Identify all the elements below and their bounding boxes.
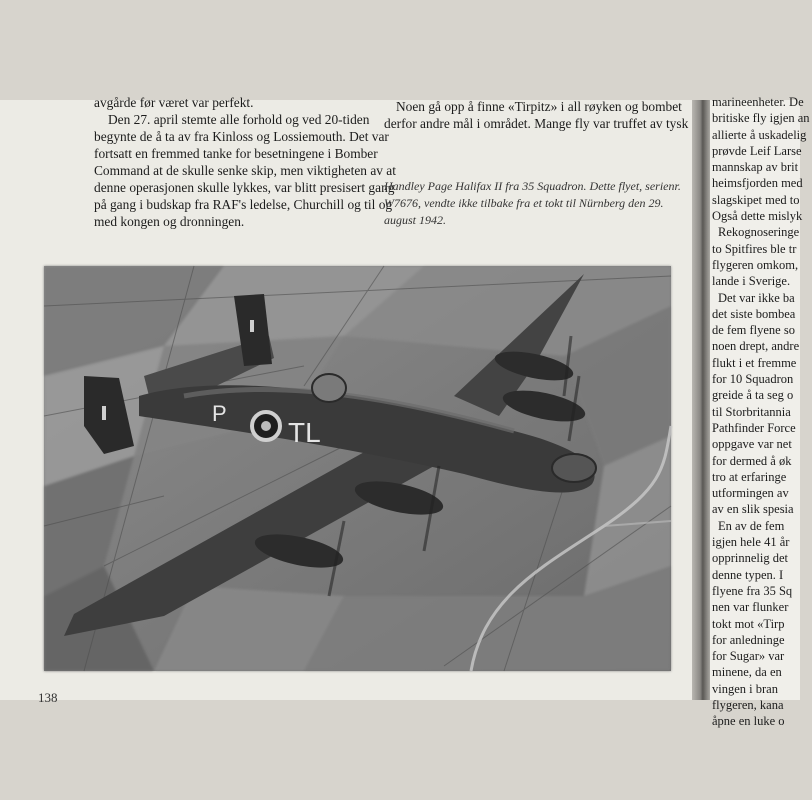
text-line: flygeren, kana: [712, 697, 784, 712]
text-line: Noen gå opp å finne «Tirpitz» i all røyken og bombet: [396, 99, 682, 114]
text-line: greide å ta seg o: [712, 388, 794, 403]
text-line: med kongen og dronningen.: [94, 214, 245, 229]
text-line: Også dette mislyk: [712, 209, 803, 224]
text-line: britiske fly igjen an: [712, 111, 810, 126]
text-line: Den 27. april stemte alle forhold og ved 20-tiden: [108, 112, 370, 127]
text-line: En av de fem: [718, 518, 785, 533]
text-line: begynte de å ta av fra Kinloss og Lossiemouth. Det var: [94, 129, 389, 144]
text-line: slagskipet med to: [712, 192, 800, 207]
text-line: igjen hele 41 år: [712, 535, 790, 550]
text-line: for Sugar» var: [712, 649, 785, 664]
page-number: 138: [38, 690, 58, 705]
caption-line: W7676, vendte ikke tilbake fra et tokt til Nürnberg den 29.: [384, 196, 664, 210]
book-gutter: [692, 100, 710, 700]
aircraft-marking-code: TL: [288, 417, 321, 448]
text-line: prøvde Leif Larse: [712, 143, 802, 158]
text-line: nen var flunker: [712, 600, 789, 615]
text-line: de fem flyene so: [712, 323, 795, 338]
text-line: tokt mot «Tirp: [712, 616, 785, 631]
caption-line: Handley Page Halifax II fra 35 Squadron. Dette flyet, serienr.: [384, 179, 681, 193]
text-line: heimsfjorden med: [712, 176, 803, 191]
text-line: vingen i bran: [712, 681, 778, 696]
text-line: på gang i budskap fra RAF's ledelse, Churchill og til og: [94, 197, 393, 212]
text-line: for anledninge: [712, 632, 785, 647]
text-line: det siste bombea: [712, 306, 796, 321]
text-line: flukt i et fremme: [712, 355, 797, 370]
text-line: mannskap av brit: [712, 160, 799, 175]
text-line: Command at de skulle senke skip, men viktigheten av at: [94, 163, 396, 178]
text-line: derfor andre mål i området. Mange fly var truffet av tysk: [384, 116, 689, 131]
right-page-text: [712, 94, 812, 730]
text-line: to Spitfires ble tr: [712, 241, 797, 256]
text-line: marineenheter. De: [712, 95, 804, 109]
text-line: noen drept, andre: [712, 339, 800, 354]
text-line: minene, da en: [712, 665, 782, 680]
text-line: denne typen. I: [712, 567, 784, 582]
text-line: Pathfinder Force: [712, 420, 796, 435]
text-line: utformingen av: [712, 486, 789, 501]
text-line: åpne en luke o: [712, 714, 785, 729]
text-line: Rekognoseringe: [718, 225, 800, 240]
text-line: avgårde før været var perfekt.: [94, 95, 254, 110]
middle-text-column: [384, 98, 689, 132]
text-line: for dermed å øk: [712, 453, 792, 468]
text-line: til Storbritannia: [712, 404, 791, 419]
text-line: tro at erfaringe: [712, 469, 787, 484]
text-line: for 10 Squadron: [712, 372, 794, 387]
text-line: flygeren omkom,: [712, 257, 799, 272]
text-line: fortsatt en fremmed tanke for besetningene i Bomber: [94, 146, 378, 161]
aircraft-photo: [44, 266, 671, 671]
photo-caption: [384, 178, 684, 229]
text-line: Det var ikke ba: [718, 290, 795, 305]
text-line: flyene fra 35 Sq: [712, 583, 793, 598]
text-line: av en slik spesia: [712, 502, 794, 517]
text-line: denne operasjonen skulle lykkes, var blitt presisert gang: [94, 180, 395, 195]
text-line: lande i Sverige.: [712, 274, 791, 289]
text-line: opprinnelig det: [712, 551, 789, 566]
caption-line: august 1942.: [384, 213, 447, 227]
left-text-column: [94, 94, 396, 230]
aircraft-marking-letter: P: [212, 401, 227, 426]
text-line: allierte å uskadelig: [712, 127, 807, 142]
halifax-bomber-illustration: [44, 266, 671, 671]
text-line: oppgave var net: [712, 437, 792, 452]
